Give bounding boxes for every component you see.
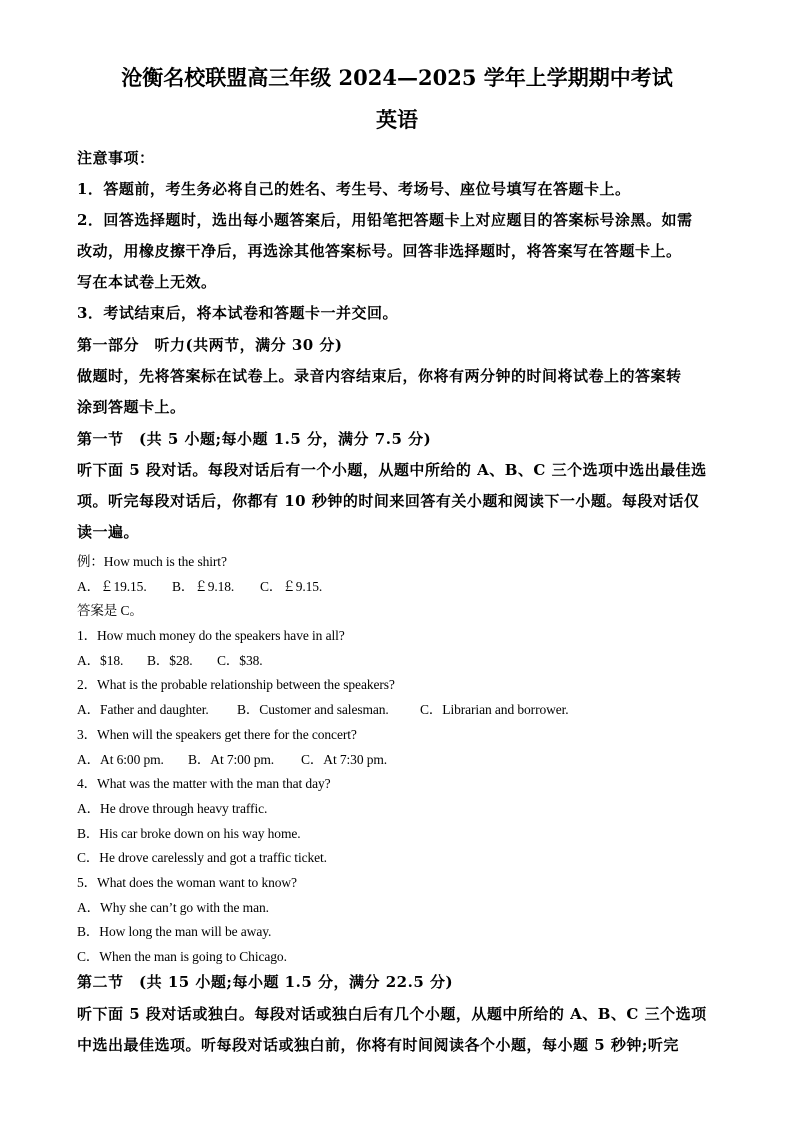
option: A．￡19.15. [77,579,147,594]
option: C．He drove carelessly and got a traffic ticket. [77,850,327,865]
option: C．Librarian and borrower. [420,702,569,717]
option: A．He drove through heavy traffic. [77,801,268,816]
option: B．$28. [147,653,193,668]
exam-title: 沧衡名校联盟高三年级 2024—2025 学年上学期期中考试 [121,65,673,90]
part1-instruction: 涂到答题卡上。 [77,398,186,416]
notice-heading: 注意事项： [77,149,155,167]
part1-instruction: 做题时，先将答案标在试卷上。录音内容结束后，你将有两分钟的时间将试卷上的答案转 [77,367,682,385]
option: B．Customer and salesman. [237,702,389,717]
option: B．How long the man will be away. [77,924,272,939]
question: 3．When will the speakers get there for the concert? [77,727,357,742]
option: B．His car broke down on his way home. [77,826,301,841]
option: A．$18. [77,653,124,668]
part1-heading: 第一部分 听力(共两节，满分 30 分) [77,336,343,354]
notice-item: 改动，用橡皮擦干净后，再选涂其他答案标号。回答非选择题时，将答案写在答题卡上。 [77,242,682,260]
option: C．$38. [217,653,263,668]
section1-instruction: 读一遍。 [77,523,140,541]
notice-item: 3．考试结束后，将本试卷和答题卡一并交回。 [77,304,398,322]
section1-instruction: 听下面 5 段对话。每段对话后有一个小题，从题中所给的 A、B、C 三个选项中选出最佳选 [77,461,707,479]
subject-title: 英语 [376,107,418,132]
option: C．At 7:30 pm. [301,752,388,767]
notice-item: 写在本试卷上无效。 [77,273,217,291]
option: B．￡9.18. [172,579,235,594]
question: 2．What is the probable relationship between the speakers? [77,677,395,692]
option: C．When the man is going to Chicago. [77,949,287,964]
example-answer: 答案是 C。 [77,603,143,618]
example-options [77,575,717,595]
option: A．Father and daughter. [77,702,209,717]
option: B．At 7:00 pm. [188,752,275,767]
section2-instruction: 中选出最佳选项。听每段对话或独白前，你将有时间阅读各个小题，每小题 5 秒钟;听完 [77,1036,679,1054]
question: 1．How much money do the speakers have in all? [77,628,345,643]
question-options [77,698,717,718]
option: A．Why she can’t go with the man. [77,900,269,915]
question-options [77,748,717,768]
section2-heading: 第二节 (共 15 小题;每小题 1.5 分，满分 22.5 分) [77,973,454,991]
section2-instruction: 听下面 5 段对话或独白。每段对话或独白后有几个小题，从题中所给的 A、B、C 三个选项 [77,1005,707,1023]
question: 5．What does the woman want to know? [77,875,297,890]
notice-item: 2．回答选择题时，选出每小题答案后，用铅笔把答题卡上对应题目的答案标号涂黑。如需 [77,211,693,229]
example-question: 例：How much is the shirt? [77,554,227,569]
section1-heading: 第一节 (共 5 小题;每小题 1.5 分，满分 7.5 分) [77,430,432,448]
section1-instruction: 项。听完每段对话后，你都有 10 秒钟的时间来回答有关小题和阅读下一小题。每段对话仅 [77,492,700,510]
question-options [77,649,717,669]
option: A．At 6:00 pm. [77,752,164,767]
question: 4．What was the matter with the man that day? [77,776,331,791]
option: C．￡9.15. [260,579,323,594]
notice-item: 1．答题前，考生务必将自己的姓名、考生号、考场号、座位号填写在答题卡上。 [77,180,631,198]
